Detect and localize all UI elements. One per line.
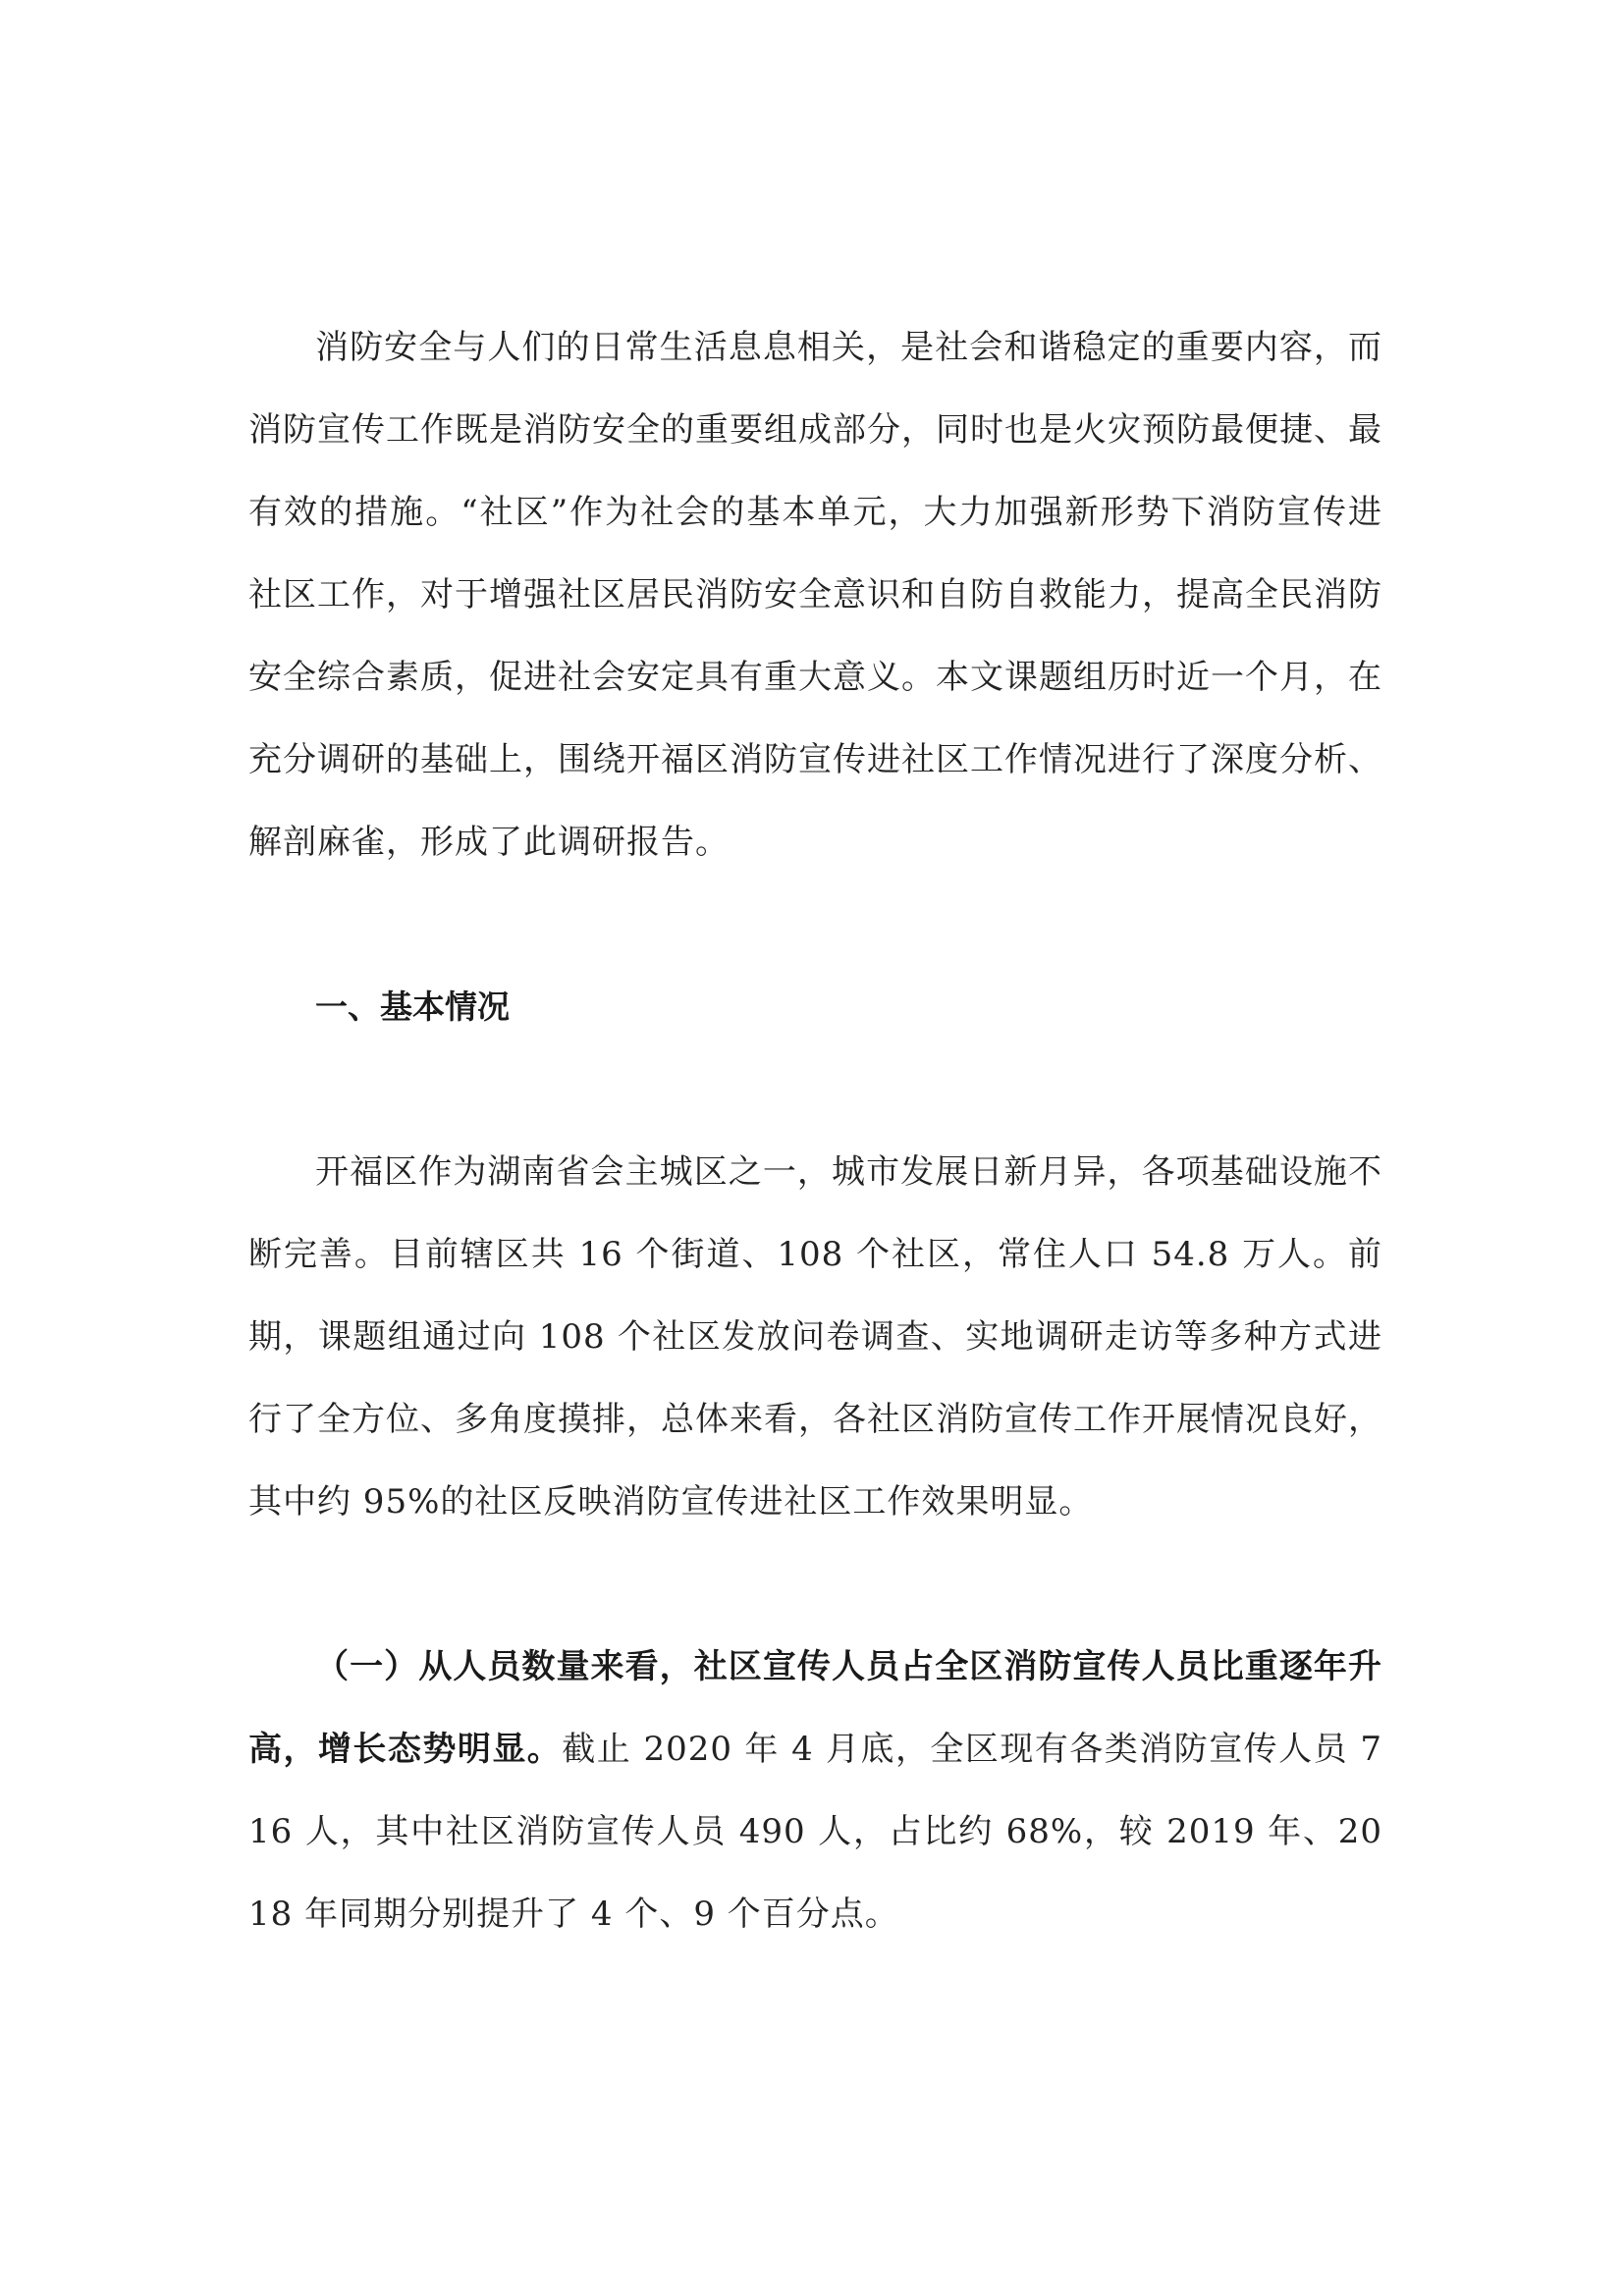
spacer — [248, 1048, 1382, 1131]
intro-paragraph: 消防安全与人们的日常生活息息相关，是社会和谐稳定的重要内容，而消防宣传工作既是消防安全的重要组成部分，同时也是火灾预防最便捷、最有效的措施。“社区”作为社会的基本单元，大力加强新形势下消防宣传进社区工作，对于增强社区居民消防安全意识和自防自救能力，提高全民消防安全综合素质，促进社会安定具有重大意义。本文课题组历时近一个月，在充分调研的基础上，围绕开福区消防宣传进社区工作情况进行了深度分析、解剖麻雀，形成了此调研报告。 — [248, 328, 1382, 862]
spacer — [248, 883, 1382, 966]
personnel-count-body: 截止 2020 年 4 月底，全区现有各类消防宣传人员 716 人，其中社区消防宣传人员 490 人，占比约 68%，较 2019 年、2018 年同期分别提升了 4 个、9 个百分点。 — [248, 1730, 1383, 1934]
personnel-count-paragraph — [248, 1626, 1382, 1955]
personnel-count-lead: （一）从人员数量来看，社区宣传人员占全区消防宣传人员比重逐年升高，增长态势明显。 — [248, 1647, 1382, 1769]
basic-situation-paragraph: 开福区作为湖南省会主城区之一，城市发展日新月异，各项基础设施不断完善。目前辖区共 16 个街道、108 个社区，常住人口 54.8 万人。前期，课题组通过向 108 个社区发放问卷调查、实地调研走访等多种方式进行了全方位、多角度摸排，总体来看，各社区消防宣传工作开展情况良好，其中约 95%的社区反映消防宣传进社区工作效果明显。 — [248, 1152, 1382, 1522]
document-page — [248, 306, 1382, 1955]
spacer — [248, 1543, 1382, 1626]
section-heading-basic-situation: 一、基本情况 — [315, 988, 510, 1026]
